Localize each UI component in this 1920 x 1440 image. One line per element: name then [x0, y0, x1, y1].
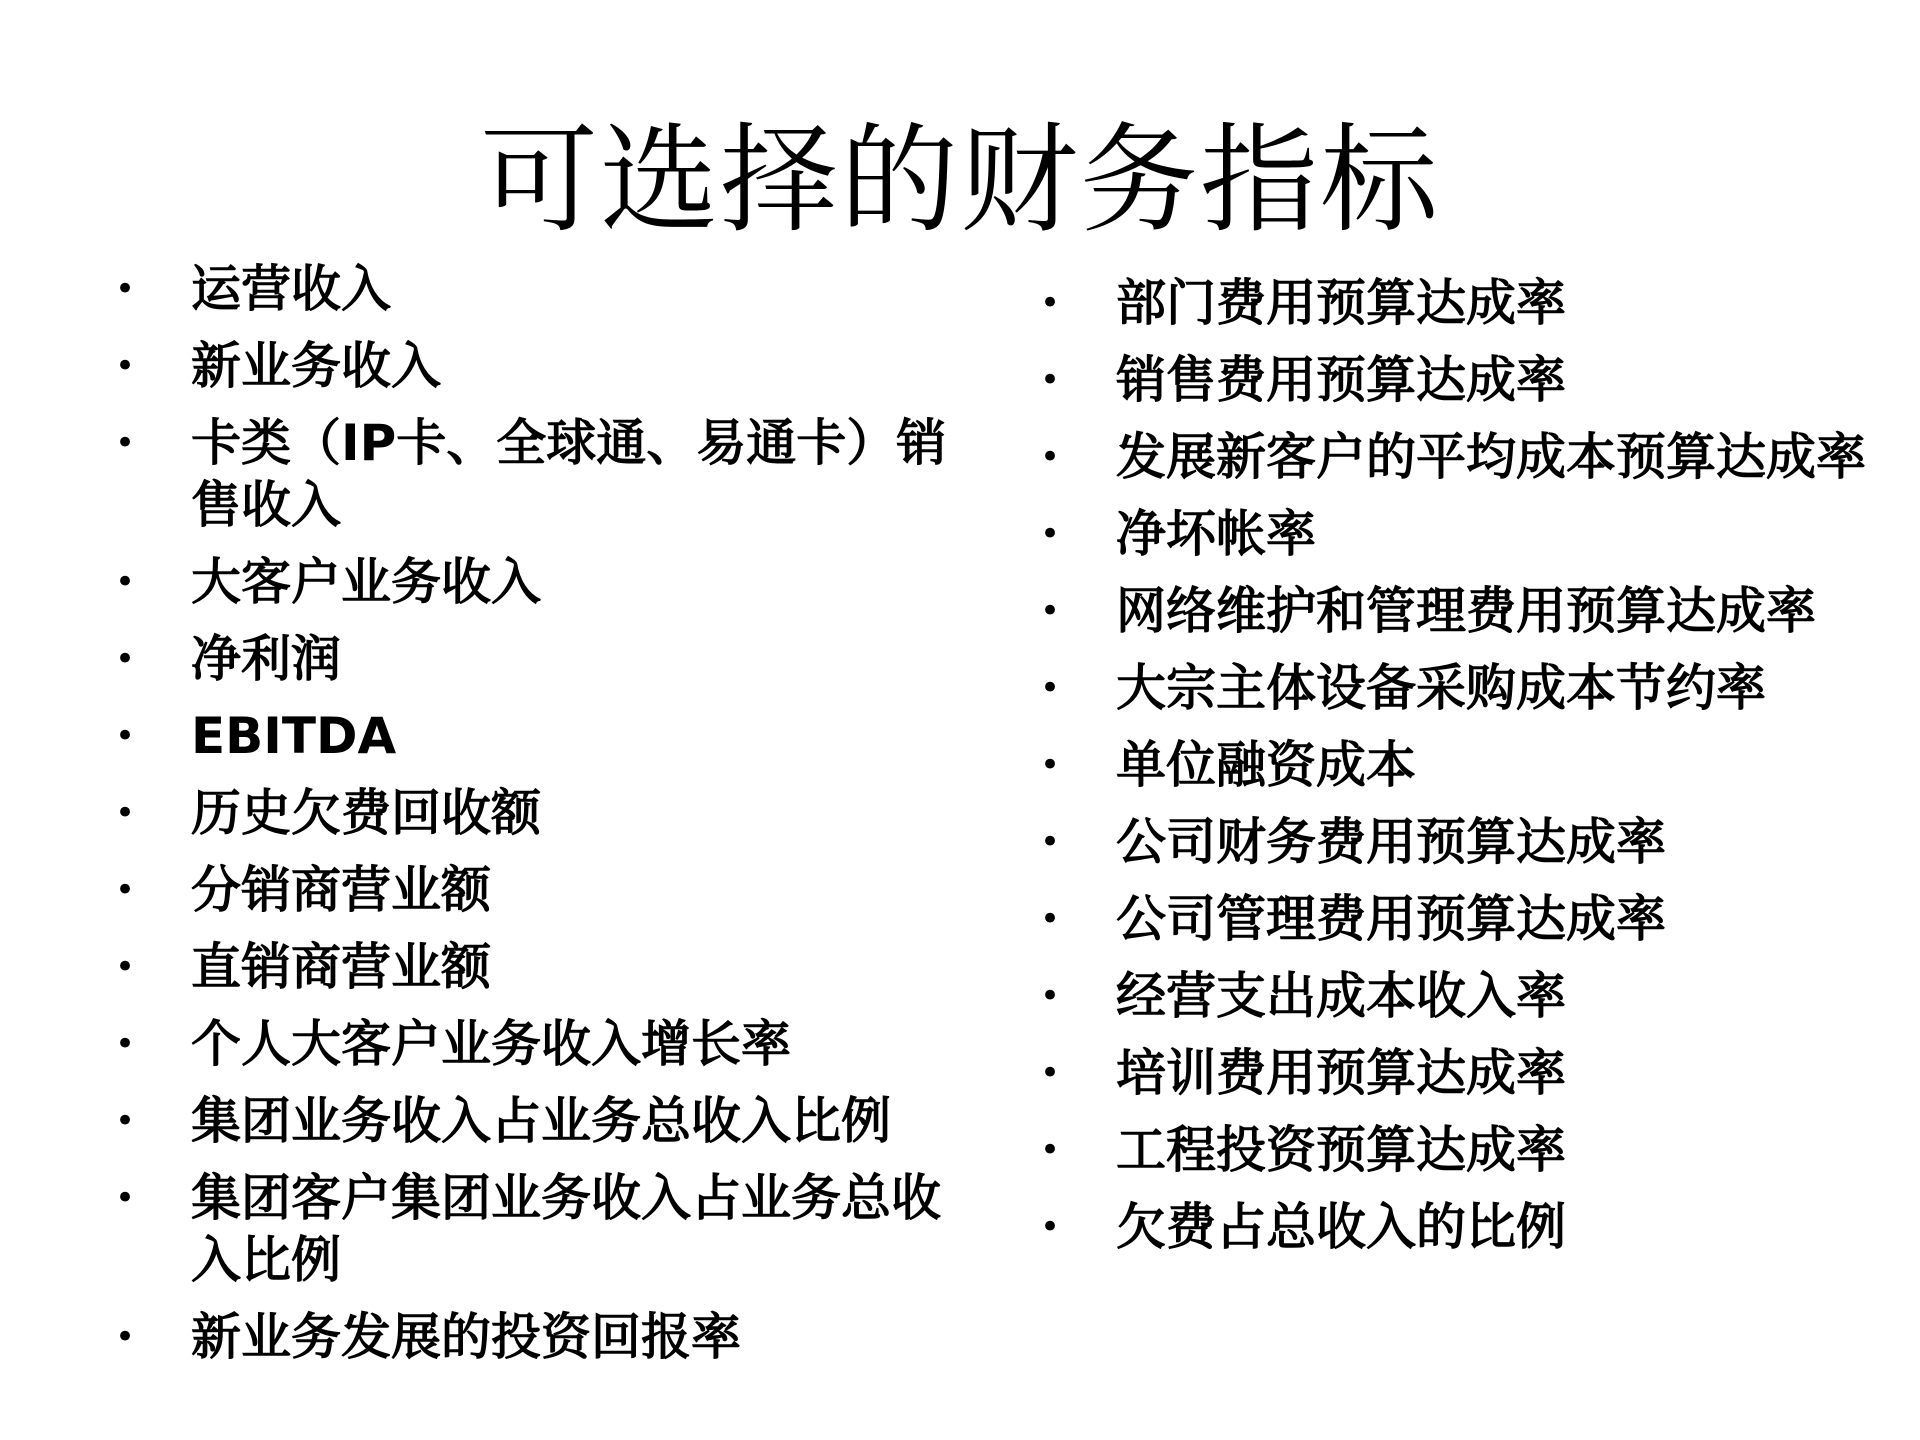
bullet-text: 运营收入	[191, 260, 391, 318]
bullet-text: 销售费用预算达成率	[1116, 351, 1566, 409]
bullet-item	[115, 551, 975, 613]
bullet-text: 单位融资成本	[1116, 736, 1416, 794]
left-bullet-list	[115, 258, 975, 1383]
bullet-item	[1040, 580, 1900, 642]
bullet-icon: •	[1040, 1053, 1061, 1093]
bullet-item	[1040, 657, 1900, 719]
bullet-icon: •	[115, 716, 136, 756]
bullet-text: EBITDA	[191, 707, 397, 765]
bullet-icon: •	[115, 947, 136, 987]
bullet-item	[1040, 503, 1900, 565]
bullet-text: 公司管理费用预算达成率	[1116, 890, 1666, 948]
bullet-icon: •	[115, 1317, 136, 1357]
bullet-text: 欠费占总收入的比例	[1116, 1198, 1566, 1256]
bullet-icon: •	[115, 793, 136, 833]
bullet-item	[115, 936, 975, 998]
bullet-item	[115, 859, 975, 921]
bullet-text: 个人大客户业务收入增长率	[191, 1015, 791, 1073]
bullet-icon: •	[1040, 283, 1061, 323]
bullet-text: 集团客户集团业务收入占业务总收入比例	[191, 1169, 941, 1289]
bullet-icon: •	[1040, 976, 1061, 1016]
bullet-text: 历史欠费回收额	[191, 784, 541, 842]
bullet-icon: •	[115, 269, 136, 309]
bullet-item	[1040, 888, 1900, 950]
bullet-icon: •	[115, 1178, 136, 1218]
bullet-text: 培训费用预算达成率	[1116, 1044, 1566, 1102]
bullet-text: 净利润	[191, 630, 341, 688]
bullet-item	[115, 628, 975, 690]
bullet-text: 净坏帐率	[1116, 505, 1316, 563]
bullet-text: 发展新客户的平均成本预算达成率	[1116, 428, 1866, 486]
bullet-item	[115, 1306, 975, 1368]
bullet-item	[1040, 1196, 1900, 1258]
slide-title: 可选择的财务指标	[479, 111, 1440, 249]
bullet-icon: •	[1040, 822, 1061, 862]
bullet-text: 工程投资预算达成率	[1116, 1121, 1566, 1179]
bullet-item	[1040, 272, 1900, 334]
bullet-text: 大宗主体设备采购成本节约率	[1116, 659, 1766, 717]
bullet-item	[1040, 349, 1900, 411]
bullet-text: 新业务收入	[191, 337, 441, 395]
bullet-text: 经营支出成本收入率	[1116, 967, 1566, 1025]
bullet-text: 公司财务费用预算达成率	[1116, 813, 1666, 871]
bullet-text: 部门费用预算达成率	[1116, 274, 1566, 332]
bullet-icon: •	[1040, 360, 1061, 400]
bullet-text: 分销商营业额	[191, 861, 491, 919]
bullet-item	[115, 705, 975, 767]
bullet-icon: •	[1040, 745, 1061, 785]
bullet-text: 卡类（IP卡、全球通、易通卡）销售收入	[191, 414, 947, 534]
bullet-icon: •	[115, 1101, 136, 1141]
bullet-icon: •	[1040, 668, 1061, 708]
bullet-icon: •	[115, 423, 136, 463]
bullet-icon: •	[1040, 1207, 1061, 1247]
bullet-item	[115, 1090, 975, 1152]
bullet-item	[115, 335, 975, 397]
bullet-icon: •	[115, 1024, 136, 1064]
bullet-item	[115, 782, 975, 844]
bullet-icon: •	[115, 639, 136, 679]
bullet-icon: •	[1040, 437, 1061, 477]
bullet-text: 直销商营业额	[191, 938, 491, 996]
bullet-item	[1040, 1042, 1900, 1104]
bullet-icon: •	[1040, 514, 1061, 554]
bullet-item	[115, 1167, 975, 1291]
bullet-item	[1040, 965, 1900, 1027]
bullet-item	[115, 1013, 975, 1075]
bullet-item	[115, 258, 975, 320]
bullet-text: 集团业务收入占业务总收入比例	[191, 1092, 891, 1150]
bullet-item	[1040, 734, 1900, 796]
bullet-icon: •	[1040, 591, 1061, 631]
bullet-icon: •	[1040, 899, 1061, 939]
bullet-icon: •	[1040, 1130, 1061, 1170]
bullet-item	[1040, 1119, 1900, 1181]
right-bullet-list	[1040, 272, 1900, 1273]
bullet-icon: •	[115, 346, 136, 386]
bullet-text: 大客户业务收入	[191, 553, 541, 611]
bullet-item	[115, 412, 975, 536]
bullet-item	[1040, 426, 1900, 488]
bullet-icon: •	[115, 870, 136, 910]
bullet-text: 网络维护和管理费用预算达成率	[1116, 582, 1816, 640]
bullet-icon: •	[115, 562, 136, 602]
bullet-text: 新业务发展的投资回报率	[191, 1308, 741, 1366]
bullet-item	[1040, 811, 1900, 873]
